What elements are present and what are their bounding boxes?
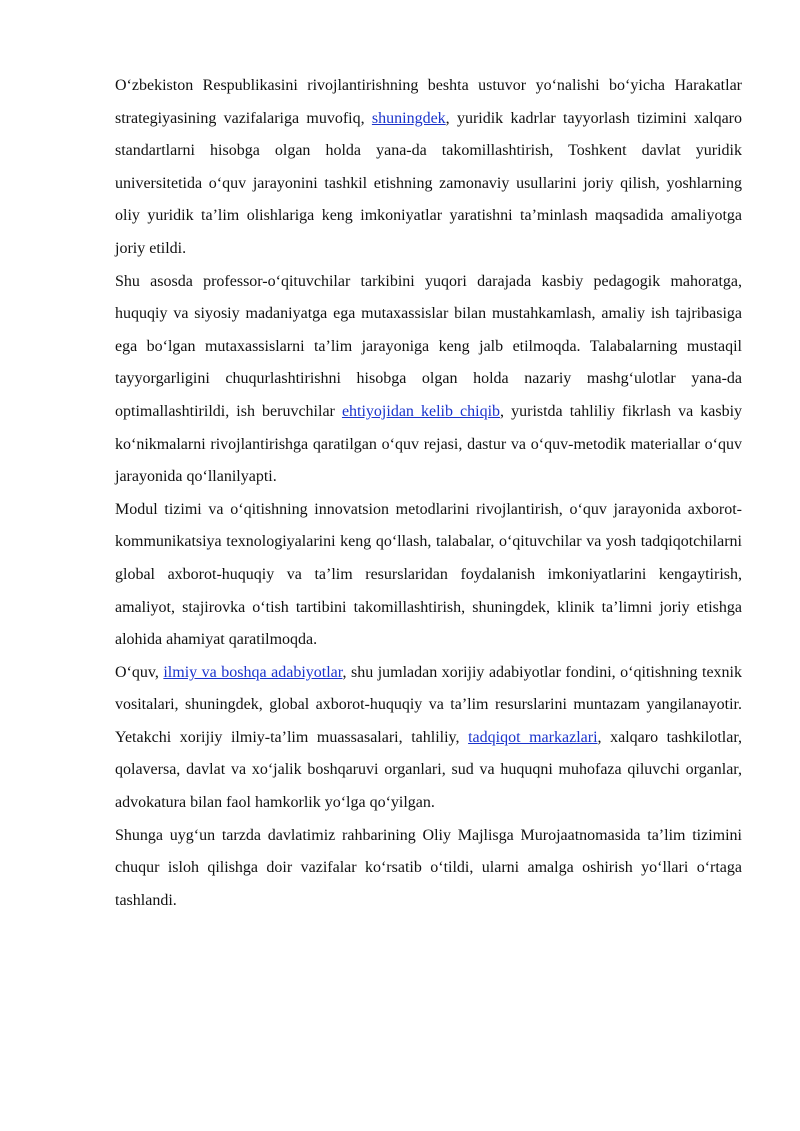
link-shuningdek[interactable]: shuningdek: [371, 109, 446, 127]
paragraph-2-text-1: Shu asosda professor-o‘qituvchilar tarkibini yuqori darajada kasbiy pedagogik mahoratga, huquqiy va siyosiy madaniyatga ega mutaxassislar bilan mustahkamlash, amaliy ish tajribasiga ega bo‘lgan mutaxassislarni ta’lim jarayoniga keng jalb etilmoqda. Talabalarning mustaqil tayyorgarligini chuqurlashtirishni hisobga olgan holda nazariy mashg‘ulotlar yana-da optimallashtirildi, ish beruvchilar: [115, 272, 742, 420]
paragraph-4: [115, 657, 742, 820]
paragraph-4-text-3: , xalqaro tashkilotlar, qolaversa, davlat va xo‘jalik boshqaruvi organlari, sud va huquqni muhofaza qiluvchi organlar, advokatura bilan faol hamkorlik yo‘lga qo‘yilgan.: [115, 728, 742, 812]
paragraph-3: [115, 494, 742, 657]
link-tadqiqot-markazlari[interactable]: tadqiqot markazlari: [468, 728, 598, 746]
paragraph-4-text-2: , shu jumladan xorijiy adabiyotlar fondini, o‘qitishning texnik vositalari, shuningdek, global axborot-huquqiy va ta’lim resurslarini muntazam yangilanayotir. Yetakchi xorijiy ilmiy-ta’lim muassasalari, tahliliy,: [115, 663, 742, 746]
paragraph-1-text-2: , yuridik kadrlar tayyorlash tizimini xalqaro standartlarni hisobga olgan holda yana-da takomillashtirish, Toshkent davlat yuridik universitetida o‘quv jarayonini tashkil etishning zamonaviy usullarini joriy qilish, yoshlarning oliy yuridik ta’lim olishlariga keng imkoniyatlar yaratishni ta’minlash maqsadida amaliyotga joriy etildi.: [115, 109, 743, 257]
paragraph-5: [115, 820, 742, 918]
paragraph-1-text-1: O‘zbekiston Respublikasini rivojlantirishning beshta ustuvor yo‘nalishi bo‘yicha Harakatlar strategiyasining vazifalariga muvofiq,: [115, 77, 742, 127]
paragraph-3-text-1: Modul tizimi va o‘qitishning innovatsion metodlarini rivojlantirish, o‘quv jarayonida axborot-kommunikatsiya texnologiyalarini keng qo‘llash, talabalar, o‘qituvchilar va yosh tadqiqotchilarni global axborot-huquqiy va ta’lim resurslaridan foydalanish imkoniyatlarini kengaytirish, amaliyot, stajirovka o‘tish tartibini takomillashtirish, shuningdek, klinik ta’limni joriy etishga alohida ahamiyat qaratilmoqda.: [115, 500, 742, 649]
document-page: [115, 70, 742, 917]
paragraph-2-text-2: , yuristda tahliliy fikrlash va kasbiy ko‘nikmalarni rivojlantirishga qaratilgan o‘quv rejasi, dastur va o‘quv-metodik materiallar o‘quv jarayonida qo‘llanilyapti.: [115, 402, 743, 486]
paragraph-1: [115, 70, 742, 266]
paragraph-4-text-1: O‘quv,: [115, 663, 164, 681]
link-ilmiy-va-boshqa-adabiyotlar[interactable]: ilmiy va boshqa adabiyotlar: [163, 663, 343, 681]
paragraph-2: [115, 266, 742, 494]
paragraph-5-text-1: Shunga uyg‘un tarzda davlatimiz rahbarining Oliy Majlisga Murojaatnomasida ta’lim tizimini chuqur isloh qilishga doir vazifalar ko‘rsatib o‘tildi, ularni amalga oshirish yo‘llari o‘rtaga tashlandi.: [115, 826, 742, 909]
link-ehtiyojidan-kelib-chiqib[interactable]: ehtiyojidan kelib chiqib: [341, 402, 501, 420]
